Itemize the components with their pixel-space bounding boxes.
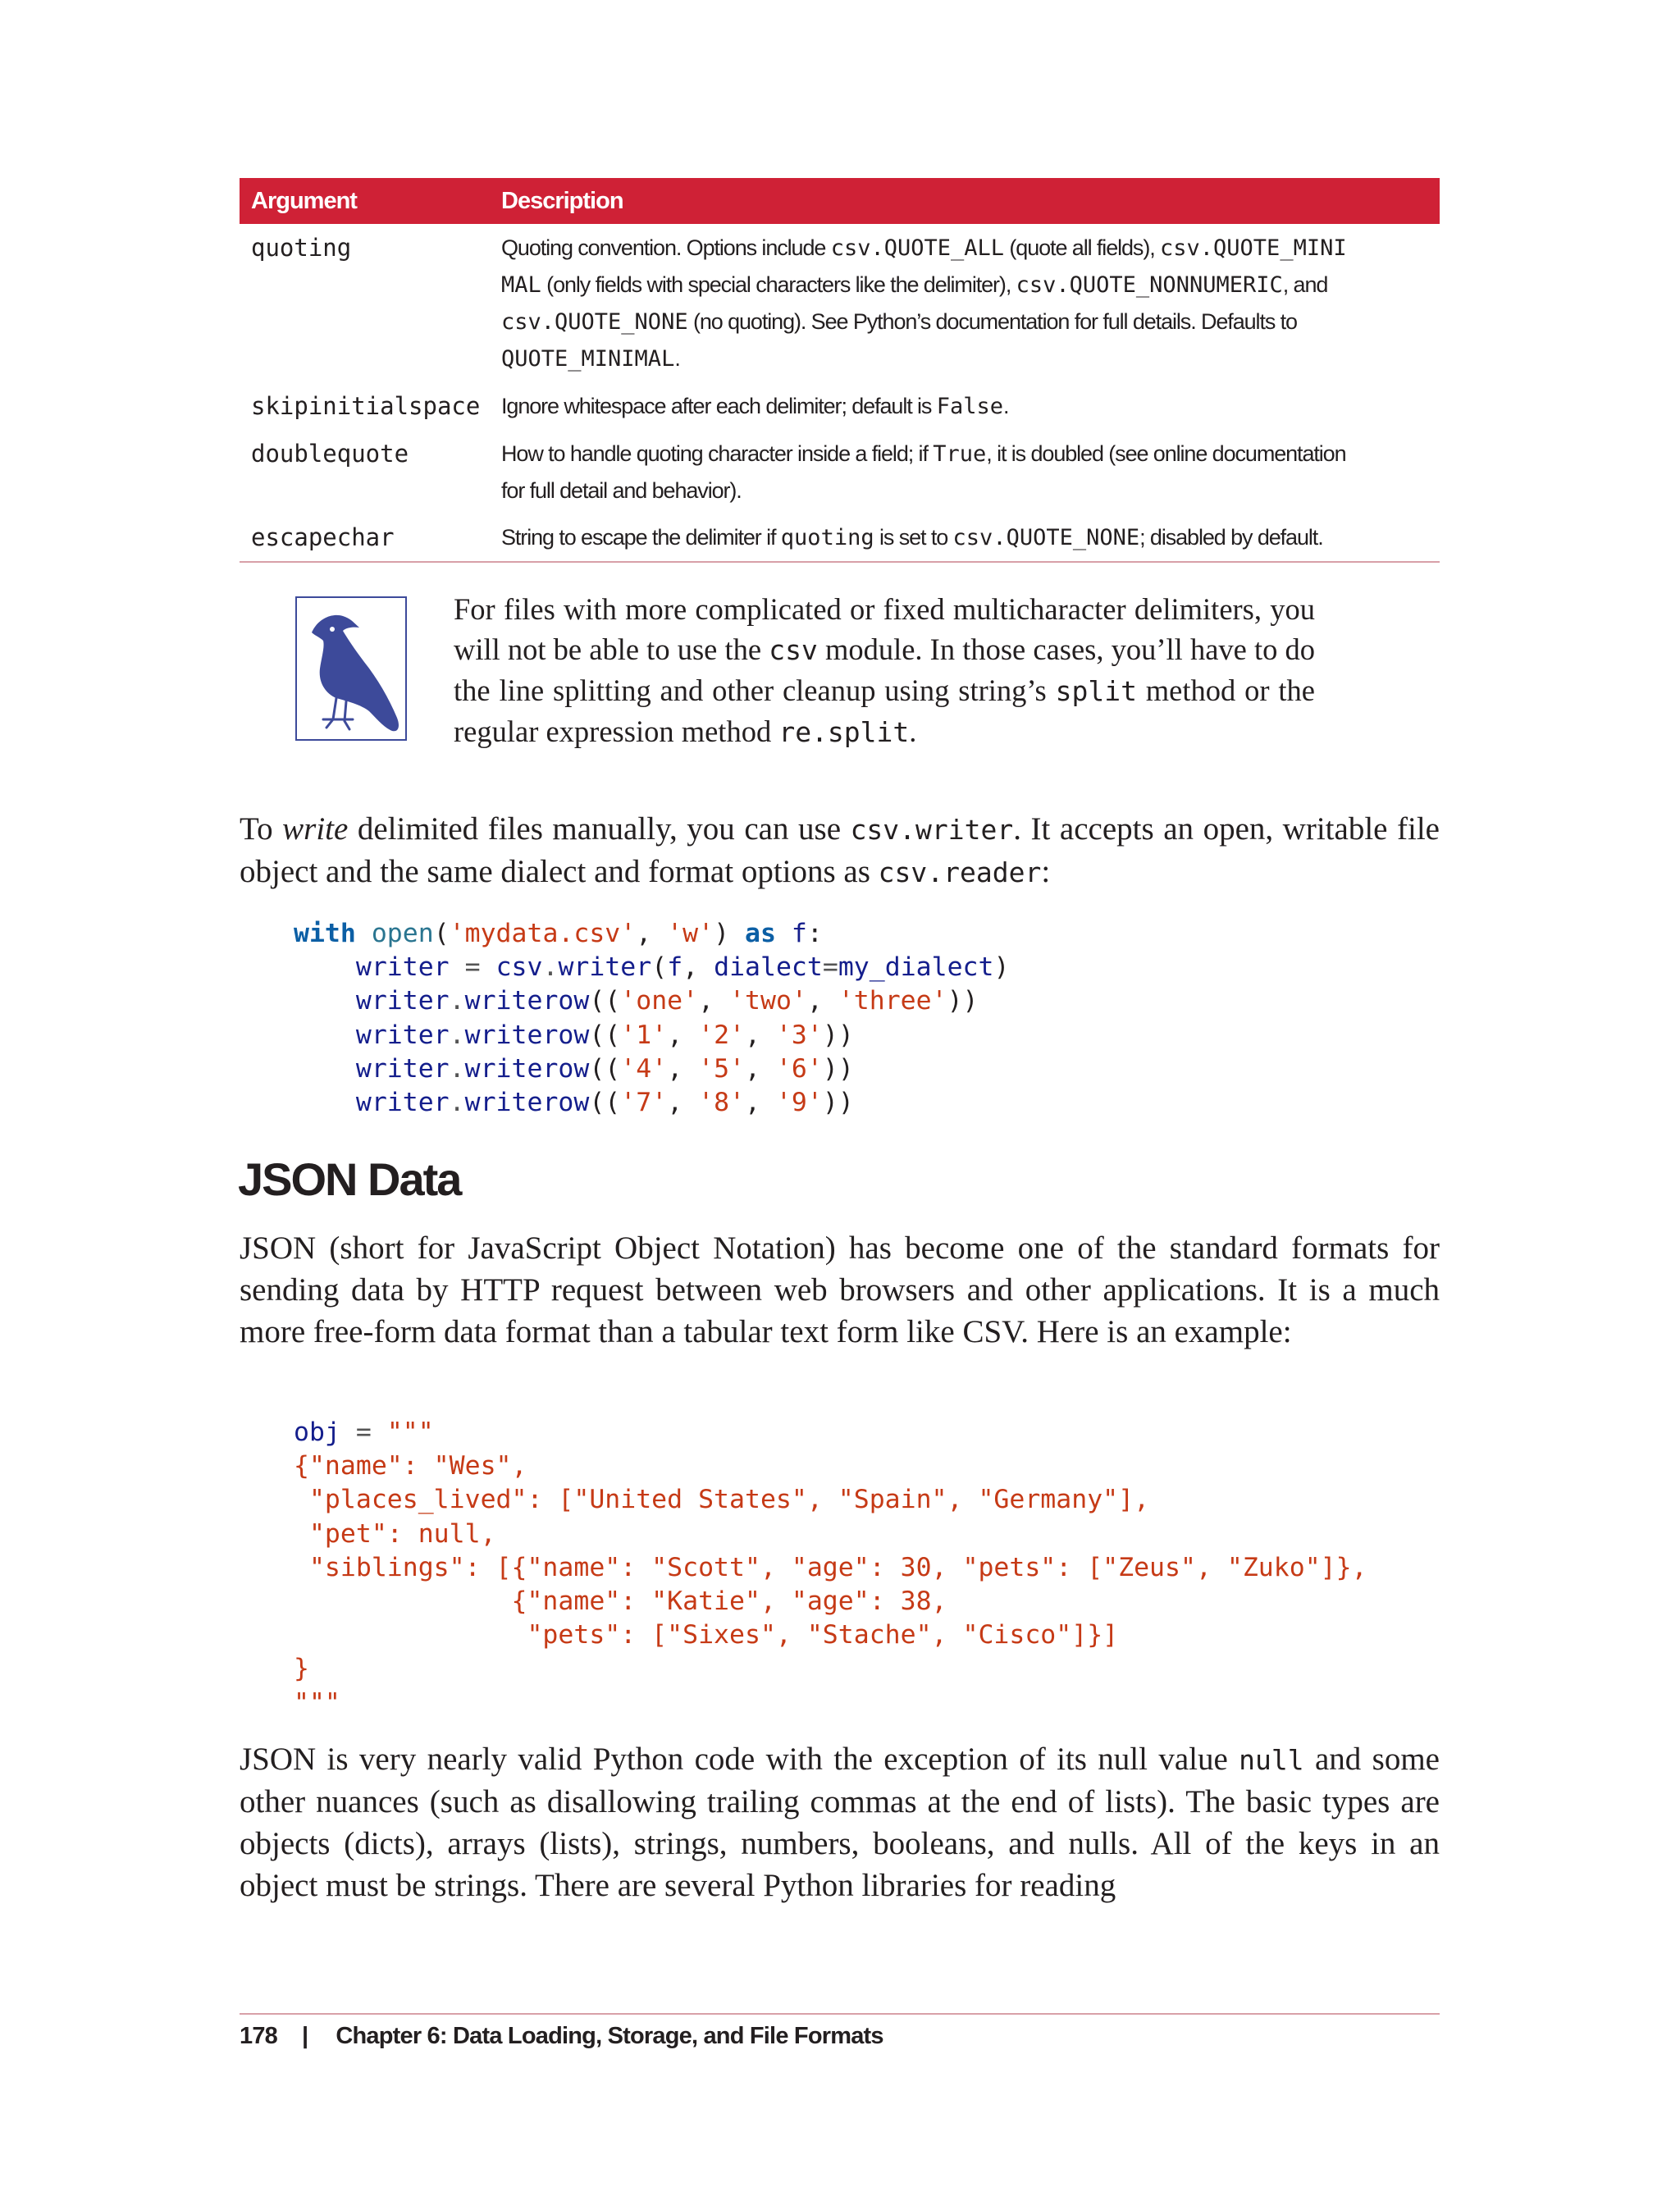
code-token: '4' [620,1053,668,1084]
text-run: , and [1282,272,1328,297]
code-block-json-example [294,1416,1367,1720]
text-run: (quote all fields), [1004,235,1161,260]
text-run: (no quoting). See Python’s documentation for full details. Defaults to [687,309,1297,334]
code-line [294,986,979,1016]
section-title: JSON Data [238,1153,461,1205]
code-token: '7' [620,1088,668,1118]
header-argument: Argument [240,178,490,224]
inline-code: re.split [778,716,910,748]
text-run: : [1041,854,1051,889]
table-header-row [240,178,1440,224]
code-token [450,952,465,982]
footer-separator: | [302,2023,308,2049]
code-token: dialect [714,952,823,983]
inline-code: csv.reader [878,856,1042,888]
code-token: writerow [464,1088,590,1118]
chapter-title: Chapter 6: Data Loading, Storage, and File Formats [336,2023,883,2049]
code-token: 'mydata.csv' [449,919,637,948]
code-line [294,1485,1149,1514]
code-token: obj [294,1418,340,1447]
text-run: For files with more complicated or fixed multicharacter delimiters, you will not be able to use the [454,592,1315,666]
code-token: f [791,919,807,948]
code-token: f [667,952,683,983]
code-token: '2' [698,1020,746,1050]
arguments-table [240,178,1440,563]
text-run: , it is doubled (see online documentation [986,441,1346,466]
code-line [294,1451,527,1481]
code-token: {"name": "Wes", [294,1451,527,1481]
code-token: , [745,1020,776,1050]
code-token: ) [714,919,746,948]
code-line [294,1020,854,1050]
inline-code: False [936,394,1003,419]
text-run: method or the regular expression method [454,673,1315,748]
code-token: csv [495,952,543,983]
code-token: '8' [698,1088,746,1118]
crow-icon [295,596,407,741]
code-token [294,952,356,982]
text-run: and some other nuances (such as disallowing trailing commas at the end of lists). The basic types are objects (dicts), arrays (lists), strings, numbers, booleans, and nulls. All of the keys in an object must be strings. There are several Python libraries for reading [240,1742,1440,1903]
code-line [294,1553,1367,1582]
emphasis-text: write [282,811,349,847]
code-token: . [449,1088,465,1118]
inline-code: csv.QUOTE_NONE [501,309,688,335]
code-token: )) [822,1053,854,1084]
text-run: delimited files manually, you can use [348,811,851,847]
code-token: my_dialect [838,952,994,983]
code-token [372,1418,387,1447]
text-run: module. In those cases, you’ll have to do the line splitting and other cleanup using string’s [454,632,1316,707]
code-token: . [542,952,559,983]
text-run: How to handle quoting character inside a field; if [501,441,934,466]
text-run: To [240,811,283,847]
code-line [294,919,823,948]
code-token: writer [355,986,450,1016]
code-token: open [371,919,434,948]
code-token: "pets": ["Sixes", "Stache", "Cisco"]}] [294,1620,1119,1650]
code-token: "siblings": [{"name": "Scott", "age": 30, "pets": ["Zeus", "Zuko"]}, [294,1552,1367,1582]
code-token: , [698,986,730,1016]
inline-code: True [933,441,987,467]
header-description: Description [490,178,1440,224]
text-run: is set to [874,525,953,550]
argument-description [490,382,1440,430]
code-token [481,952,496,982]
code-line [294,952,1009,982]
code-token: , [745,1053,776,1084]
code-token [294,1088,356,1117]
code-token [340,1418,356,1447]
code-token: as [745,919,776,948]
argument-description [490,224,1440,382]
inline-code: quoting [780,525,874,550]
code-token: )) [822,1088,854,1118]
footer-rule [240,2013,1440,2015]
code-token: writerow [464,986,590,1016]
code-line [294,1586,947,1616]
inline-code: csv.QUOTE_ALL [830,235,1005,261]
paragraph-csv-writer [240,808,1440,893]
paragraph-json-intro [240,1227,1440,1353]
code-token: , [667,1088,699,1118]
code-token: writer [355,1020,450,1050]
code-token: writer [355,1088,450,1118]
text-run: ; disabled by default. [1139,525,1323,550]
inline-code: null [1239,1744,1304,1776]
code-line [294,1519,496,1549]
text-run: . [909,714,917,748]
code-token: '1' [620,1020,668,1050]
code-token: . [449,1020,465,1050]
code-token: writerow [464,1020,590,1050]
code-token: , [667,1053,699,1084]
text-run: . [674,346,680,371]
code-token: (( [589,1088,621,1118]
code-token: '3' [775,1020,823,1050]
code-token: '5' [698,1053,746,1084]
inline-code: csv.QUOTE_NONNUMERIC [1016,272,1283,298]
argument-name: doublequote [251,440,409,468]
code-token: )) [822,1020,854,1050]
code-token: , [745,1088,776,1118]
text-run: Ignore whitespace after each delimiter; default is [501,394,937,418]
code-line [294,1088,854,1117]
code-line [294,1054,854,1084]
code-token: )) [947,986,979,1016]
code-token: (( [589,1020,621,1050]
code-token: , [636,919,668,948]
code-token: writer [558,952,652,983]
text-run: Quoting convention. Options include [501,235,831,260]
code-token: {"name": "Katie", "age": 38, [294,1586,947,1617]
code-token: } [294,1654,309,1684]
table-row [240,514,1440,562]
code-token [776,919,792,948]
argument-name: skipinitialspace [251,392,481,420]
code-token: = [355,1418,372,1447]
code-token: with [294,919,356,948]
code-token: 'two' [729,986,807,1016]
code-token: "pet": null, [294,1518,496,1549]
code-token [294,1020,356,1050]
table-row [240,382,1440,430]
inline-code: QUOTE_MINIMAL [501,346,675,372]
code-line [294,1620,1118,1650]
tip-text [454,589,1315,752]
code-token: '6' [775,1053,823,1084]
code-token: , [682,952,714,983]
code-token: : [806,919,823,948]
code-token: (( [589,986,621,1016]
inline-code: MAL [501,272,541,298]
code-token: , [667,1020,699,1050]
text-run: . [1003,394,1009,418]
code-token: "places_lived": ["United States", "Spain", "Germany"], [294,1485,1150,1515]
code-token: ) [993,952,1010,983]
inline-code: split [1055,675,1137,707]
text-run: JSON (short for JavaScript Object Notation) has become one of the standard formats for sending data by HTTP request between web browsers and other applications. It is a much more free-form data format than a tabular text form like CSV. Here is an example: [240,1230,1440,1349]
code-token: . [449,986,465,1016]
table-row [240,430,1440,514]
argument-description [490,514,1440,562]
code-token: 'three' [838,986,947,1016]
code-token: writer [355,1053,450,1084]
inline-code: csv.writer [850,814,1014,846]
code-token: """ [294,1687,340,1718]
code-token: '9' [775,1088,823,1118]
code-token [356,919,372,948]
code-token: = [822,952,838,983]
code-token: (( [589,1053,621,1084]
paragraph-json-details [240,1738,1440,1906]
code-token: = [464,952,481,983]
code-token: 'w' [667,919,714,948]
code-token: 'one' [620,986,699,1016]
inline-code: csv [769,634,818,666]
code-line [294,1688,340,1718]
text-run: (only fields with special characters like the delimiter), [541,272,1016,297]
argument-description [490,430,1440,514]
text-run: JSON is very nearly valid Python code with the exception of its null value [240,1742,1239,1777]
code-token: writer [355,952,450,983]
code-token: """ [386,1418,434,1447]
code-token: ( [651,952,668,983]
page-footer [240,2023,883,2050]
argument-name: escapechar [251,523,395,551]
code-token [294,1054,356,1084]
inline-code: csv.QUOTE_MINI [1160,235,1347,261]
text-run: . It accepts an open, writable file object and the same dialect and format options as [240,811,1440,889]
page-number: 178 [240,2023,277,2049]
code-line [294,1418,434,1447]
code-token [294,986,356,1016]
code-line [294,1654,309,1683]
code-token: . [449,1053,465,1084]
argument-name: quoting [251,234,352,262]
table-row [240,224,1440,382]
code-token: ( [433,919,450,948]
code-token: writerow [464,1053,590,1084]
text-run: for full detail and behavior). [501,478,742,503]
code-block-csv-writer [294,917,1009,1120]
code-token: , [806,986,838,1016]
inline-code: csv.QUOTE_NONE [952,525,1140,550]
text-run: String to escape the delimiter if [501,525,781,550]
